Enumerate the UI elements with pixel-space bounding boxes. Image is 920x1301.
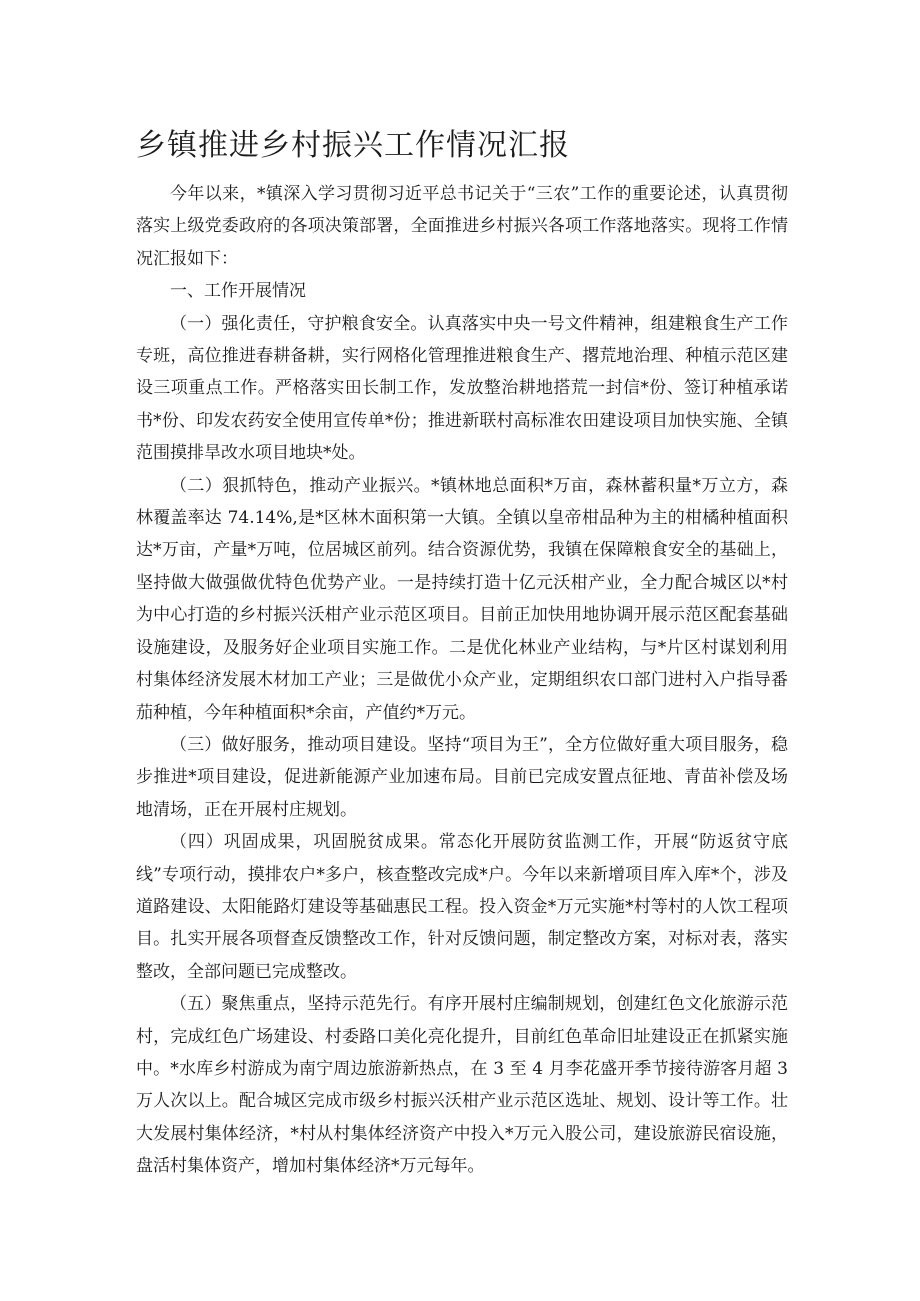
document-body	[136, 178, 788, 1183]
section-heading: 一、工作开展情况	[170, 281, 306, 302]
paragraph-1: （一）强化责任，守护粮食安全。认真落实中央一号文件精神，组建粮食生产工作专班，高位推进春耕备耕，实行网格化管理推进粮食生产、撂荒地治理、种植示范区建设三项重点工作。严格落实田长制工作，发放整治耕地搭荒一封信*份、签订种植承诺书*份、印发农药安全使用宣传单*份；推进新联村高标准农田建设项目加快实施、全镇范围摸排旱改水项目地块*处。	[136, 313, 788, 464]
intro-paragraph: 今年以来，*镇深入学习贯彻习近平总书记关于“三农”工作的重要论述，认真贯彻落实上级党委政府的各项决策部署，全面推进乡村振兴各项工作落地落实。现将工作情况汇报如下：	[136, 184, 788, 269]
document-title: 乡镇推进乡村振兴工作情况汇报	[136, 128, 570, 163]
paragraph-3: （三）做好服务，推动项目建设。坚持“项目为王”，全方位做好重大项目服务，稳步推进*项目建设，促进新能源产业加速布局。目前已完成安置点征地、青苗补偿及场地清场，正在开展村庄规划。	[136, 734, 788, 820]
paragraph-4: （四）巩固成果，巩固脱贫成果。常态化开展防贫监测工作，开展“防返贫守底线”专项行动，摸排农户*多户，核查整改完成*户。今年以来新增项目库入库*个，涉及道路建设、太阳能路灯建设等基础惠民工程。投入资金*万元实施*村等村的人饮工程项目。扎实开展各项督查反馈整改工作，针对反馈问题，制定整改方案，对标对表，落实整改，全部问题已完成整改。	[136, 832, 788, 982]
paragraph-5: （五）聚焦重点，坚持示范先行。有序开展村庄编制规划，创建红色文化旅游示范村，完成红色广场建设、村委路口美化亮化提升，目前红色革命旧址建设正在抓紧实施中。*水库乡村游成为南宁周边旅游新热点，在 3 至 4 月李花盛开季节接待游客月超 3 万人次以上。配合城区完成市级乡村振兴沃柑产业示范区选址、规划、设计等工作。壮大发展村集体经济，*村从村集体经济资产中投入*万元入股公司，建设旅游民宿设施，盘活村集体资产，增加村集体经济*万元每年。	[136, 994, 788, 1177]
paragraph-2: （二）狠抓特色，推动产业振兴。*镇林地总面积*万亩，森林蓄积量*万立方，森林覆盖率达 74.14%,是*区林木面积第一大镇。全镇以皇帝柑品种为主的柑橘种植面积达*万亩，产量*万吨，位居城区前列。结合资源优势，我镇在保障粮食安全的基础上，坚持做大做强做优特色优势产业。一是持续打造十亿元沃柑产业，全力配合城区以*村为中心打造的乡村振兴沃柑产业示范区项目。目前正加快用地协调开展示范区配套基础设施建设，及服务好企业项目实施工作。二是优化林业产业结构，与*片区村谋划利用村集体经济发展木材加工产业；三是做优小众产业，定期组织农口部门进村入户指导番茄种植，今年种植面积*余亩，产值约*万元。	[136, 475, 788, 723]
